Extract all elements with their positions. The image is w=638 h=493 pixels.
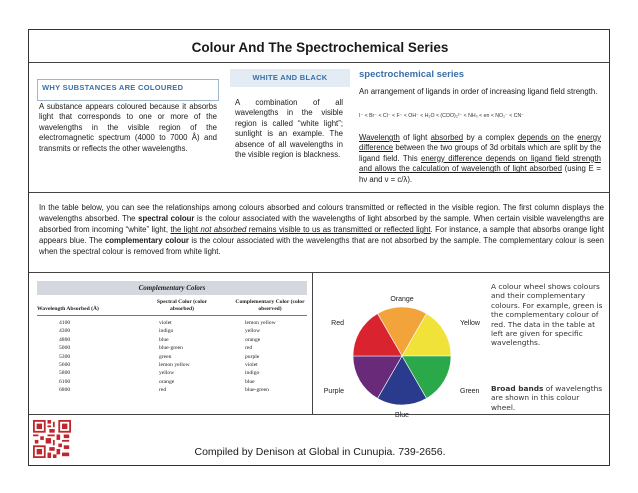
page-title: Colour And The Spectrochemical Series xyxy=(191,40,449,55)
wavelength-cell: 4300 xyxy=(59,328,71,335)
complementary-color-cell: yellow xyxy=(245,328,261,335)
divider xyxy=(29,414,609,415)
table-row xyxy=(37,319,307,327)
wavelength-cell: 5600 xyxy=(59,362,71,368)
complementary-color-cell: red xyxy=(245,345,253,352)
header-complementary: Complementary Color (color observed) xyxy=(235,299,305,312)
complementary-color-cell: blue xyxy=(245,378,255,385)
spectrochemical-heading: spectrochemical series xyxy=(359,69,465,80)
wavelength-cell: 4100 xyxy=(59,320,71,326)
spectral-color-cell: lemon yellow xyxy=(159,362,190,368)
wavelength-paragraph: Wavelength of light absorbed by a complex depends on the energy difference between the two groups of 3d orbitals which are split by the ligand field. This energy difference depends on ligand field strength and allows the calculation of wavelength of light absorbed (using E = hν and ν = c/λ). xyxy=(359,133,602,184)
wheel-label-green: Green xyxy=(460,388,480,395)
complementary-colors-table xyxy=(37,281,307,406)
white-black-text: A combination of all wavelengths in the visible region is called “white light”; sunlight is an example. The absence of all wavelengths in the visible region is blackness. xyxy=(235,98,343,160)
table-title-band xyxy=(37,281,307,295)
spectral-color-cell: indigo xyxy=(159,328,174,335)
table-header xyxy=(37,298,307,314)
wavelength-cell: 6800 xyxy=(59,387,71,394)
header-wavelength: Wavelength Absorbed (Å) xyxy=(37,306,99,312)
spectral-color-cell: violet xyxy=(159,320,172,326)
wheel-label-orange: Orange xyxy=(390,296,414,303)
table-row xyxy=(37,327,307,335)
table-row xyxy=(37,369,307,377)
complementary-color-cell: orange xyxy=(245,336,261,343)
intro-paragraph: In the table below, you can see the relationships among colours absorbed and colours transmitted or reflected in the visible region. The first column displays the wavelengths absorbed. The spectral colour is the colour associated with the wavelengths of light absorbed by the sample. When certain visible wavelengths are absorbed from incoming “white” light, the light not absorbed remains visible to us as transmitted or reflected light. For instance, a sample that absorbs orange light appears blue. The complementary colour is the colour associated with the wavelengths that are not absorbed by the sample. The complementary colour is seen when the spectral colour is removed from white light. xyxy=(39,203,604,256)
table-row xyxy=(37,344,307,352)
wheel-label-red: Red xyxy=(331,320,344,327)
wavelength-cell: 4800 xyxy=(59,336,71,343)
table-rule xyxy=(37,315,307,316)
table-row xyxy=(37,378,307,386)
footer-credit: Compiled by Denison at Global in Cunupia. 739-2656. xyxy=(194,446,446,458)
spectral-color-cell: red xyxy=(159,387,167,394)
table-row xyxy=(37,353,307,361)
spectrochemical-series: I⁻ < Br⁻ < Cl⁻ < F⁻ < OH⁻ < H₂O < (COO)₂²⁻ < NH₃ < en < NO₂⁻ < CN⁻ xyxy=(359,113,524,119)
why-coloured-heading: WHY SUBSTANCES ARE COLOURED xyxy=(42,83,184,92)
complementary-color-cell: blue-green xyxy=(245,387,269,394)
header-spectral: Spectral Color (color absorbed) xyxy=(156,299,208,312)
why-coloured-header-box xyxy=(37,79,219,101)
wheel-label-purple: Purple xyxy=(323,388,344,395)
spectral-color-cell: yellow xyxy=(159,370,175,377)
complementary-color-cell: violet xyxy=(245,362,258,368)
wavelength-cell: 6100 xyxy=(59,378,71,385)
why-coloured-text: A substance appears coloured because it absorbs light that corresponds to one or more of the wavelengths in the visible region of the electromagnetic spectrum (4000 to 7000 Å) and transmits or reflects the other wavelengths. xyxy=(39,102,217,153)
page-frame xyxy=(28,29,610,466)
divider xyxy=(312,272,313,414)
wavelength-cell: 5300 xyxy=(59,353,71,360)
divider xyxy=(29,62,609,63)
divider xyxy=(29,272,609,273)
table-title: Complementary Colors xyxy=(138,284,206,292)
wavelength-cell: 5800 xyxy=(59,370,71,377)
complementary-color-cell: lemon yellow xyxy=(245,320,276,326)
wheel-label-yellow: Yellow xyxy=(460,320,480,327)
white-black-header-box xyxy=(230,69,350,87)
wavelength-cell: 5000 xyxy=(59,345,71,352)
spectrochemical-definition: An arrangement of ligands in order of increasing ligand field strength. xyxy=(359,87,598,96)
white-black-heading: WHITE AND BLACK xyxy=(252,73,328,82)
spectral-color-cell: orange xyxy=(159,378,175,385)
spectral-color-cell: blue xyxy=(159,336,169,343)
table-row xyxy=(37,361,307,369)
complementary-color-cell: purple xyxy=(245,353,260,360)
spectral-color-cell: blue-green xyxy=(159,345,183,352)
broad-bands-note: Broad bands of wavelengths are shown in this colour wheel. xyxy=(491,384,603,412)
complementary-color-cell: indigo xyxy=(245,370,260,377)
wheel-label-blue: Blue xyxy=(394,412,410,419)
divider xyxy=(29,192,609,193)
colour-wheel xyxy=(320,289,485,419)
spectral-color-cell: green xyxy=(159,353,172,360)
colour-wheel-note: A colour wheel shows colours and their complementary colours. For example, green is the complementary colour of red. The data in the table at left are given for specific wavelengths. xyxy=(491,282,603,348)
table-row xyxy=(37,336,307,344)
table-row xyxy=(37,386,307,394)
